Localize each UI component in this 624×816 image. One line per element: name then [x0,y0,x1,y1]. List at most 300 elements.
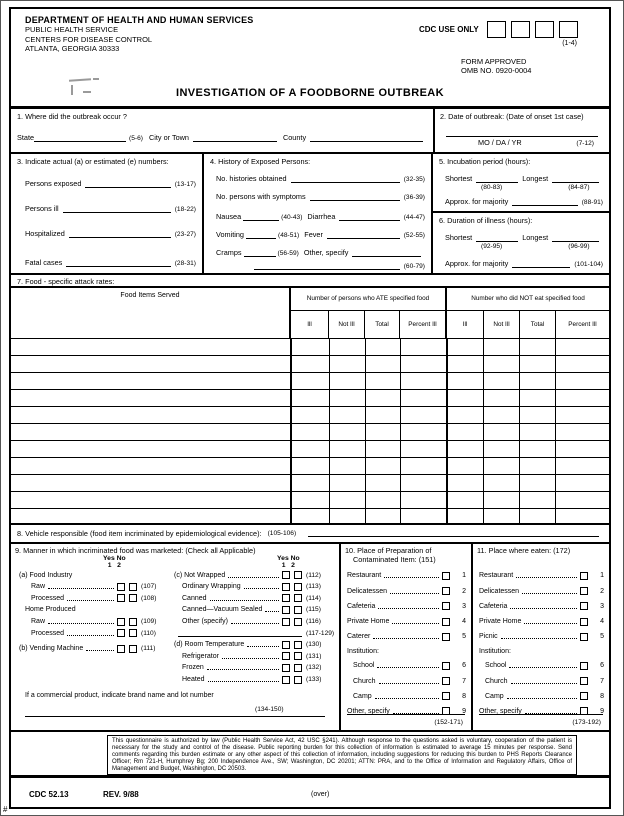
q5-shortest-field[interactable] [476,175,518,183]
table-row [11,389,609,406]
ordinary-wrapping-yes-checkbox[interactable] [282,583,290,591]
q5-majority-code: (88-91) [581,198,603,206]
home-processed-yes-checkbox[interactable] [117,629,125,637]
prep-camp-row [347,689,466,704]
prep-private-home-checkbox[interactable] [442,618,450,626]
not-not-ill-cell[interactable] [483,458,519,474]
food-item-cell[interactable] [11,492,290,508]
not-percent-cell[interactable] [555,424,609,440]
eaten-institution-header: Institution: [479,647,511,655]
table-row [11,355,609,372]
canned-yes-checkbox[interactable] [282,594,290,602]
cramps-field[interactable] [244,249,276,257]
persons-ill-code: (18-22) [174,205,196,213]
other-symptom-code: (60-79) [403,262,425,270]
prep-delicatessen-row [347,584,466,599]
q5-longest-field[interactable] [552,175,599,183]
other-specify-write-row [174,627,336,639]
prep-school-checkbox[interactable] [442,662,450,670]
frozen-yes-checkbox[interactable] [282,664,290,672]
canned-vacuum-no-checkbox[interactable] [294,606,302,614]
table-row [11,406,609,423]
eaten-church-num: 7 [600,677,604,685]
q8-label: 8. Vehicle responsible (food item incriminated by epidemiological evidence): [17,528,262,538]
canned-label: Canned [182,594,207,602]
prep-school-num: 6 [462,662,466,670]
heated-code: (133) [306,676,322,684]
leader [231,619,279,624]
cdc-code-box[interactable] [487,21,506,38]
persons-ill-label: Persons ill [25,203,59,213]
not-total-cell[interactable] [519,441,555,457]
ate-ill-cell[interactable] [290,356,329,372]
ate-total-cell[interactable] [365,407,400,423]
not-percent-cell[interactable] [555,475,609,491]
table-row [11,338,609,355]
food-item-cell[interactable] [11,373,290,389]
prep-caterer-label: Caterer [347,633,371,641]
prep-cafeteria-label: Cafeteria [347,602,376,610]
ordinary-wrapping-code: (113) [306,583,321,591]
not-wrapped-code: (112) [306,571,321,579]
other-specify-row [174,616,336,628]
not-ill-cell[interactable] [446,424,484,440]
not-not-ill-cell[interactable] [483,390,519,406]
not-not-ill-cell[interactable] [483,475,519,491]
prep-caterer-num: 5 [462,633,466,641]
ate-ill-cell[interactable] [290,424,329,440]
histories-obtained-field[interactable] [291,175,400,183]
eaten-camp-checkbox[interactable] [580,692,588,700]
other-symptom-field-2[interactable] [254,262,400,270]
eaten-picnic-label: Picnic [479,633,498,641]
attack-rate-table [11,286,609,525]
processed-yes-checkbox[interactable] [117,594,125,602]
eaten-picnic-row [479,629,604,644]
eaten-church-checkbox[interactable] [580,677,588,685]
not-percent-cell[interactable] [555,390,609,406]
prep-tail-code: (152-171) [434,719,463,727]
q3-label: 3. Indicate actual (a) or estimated (e) numbers: [17,156,169,166]
state-code: (5-6) [129,135,143,142]
not-percent-cell[interactable] [555,407,609,423]
not-total-cell[interactable] [519,424,555,440]
heated-no-checkbox[interactable] [294,676,302,684]
diarrhea-label: Diarrhea [307,211,336,221]
leader [207,665,279,670]
ate-not-ill-cell[interactable] [329,339,365,355]
ate-ill-cell[interactable] [290,373,329,389]
col-header-percent-ill: Percent Ill [555,310,609,338]
ate-not-ill-cell[interactable] [329,373,365,389]
prep-delicatessen-num: 2 [462,587,466,595]
agency-line: CENTERS FOR DISEASE CONTROL [25,34,153,44]
room-temp-yes-checkbox[interactable] [282,641,290,649]
q2-label: 2. Date of outbreak: (Date of onset 1st case) [440,112,584,121]
not-ill-cell[interactable] [446,407,484,423]
ate-total-cell[interactable] [365,441,400,457]
eaten-private-home-label: Private Home [479,618,522,626]
ate-total-cell[interactable] [365,458,400,474]
leader [67,631,114,636]
not-ill-cell[interactable] [446,441,484,457]
home-processed-code: (110) [141,629,156,637]
leader [265,607,279,612]
persons-ill-field[interactable] [63,205,171,213]
raw-label: Raw [31,583,46,591]
eaten-picnic-checkbox[interactable] [580,633,588,641]
not-percent-cell[interactable] [555,356,609,372]
heated-label: Heated [182,676,205,684]
vending-no-checkbox[interactable] [129,645,137,653]
section-10-place-of-preparation [341,544,473,730]
ate-not-ill-cell[interactable] [329,475,365,491]
ate-percent-cell[interactable] [400,441,446,457]
nausea-field[interactable] [243,213,279,221]
eaten-cafeteria-row [479,599,604,614]
q4-label: 4. History of Exposed Persons: [210,156,311,166]
not-wrapped-yes-checkbox[interactable] [282,571,290,579]
not-percent-cell[interactable] [555,458,609,474]
not-not-ill-cell[interactable] [483,424,519,440]
not-not-ill-cell[interactable] [483,492,519,508]
not-total-cell[interactable] [519,373,555,389]
ate-percent-cell[interactable] [400,356,446,372]
fatal-cases-field[interactable] [66,259,170,267]
leader [379,679,439,684]
ate-ill-cell[interactable] [290,475,329,491]
frozen-no-checkbox[interactable] [294,664,302,672]
q6-majority-field[interactable] [512,260,570,268]
vomiting-field[interactable] [246,231,276,239]
q7-label: 7. Food - specific attack rates: [17,276,115,286]
eaten-church-row [479,674,604,689]
refrigerator-label: Refrigerator [182,652,219,660]
food-item-cell[interactable] [11,441,290,457]
processed-no-checkbox[interactable] [129,594,137,602]
q6-longest-field[interactable] [552,234,599,242]
raw-no-checkbox[interactable] [129,583,137,591]
eaten-camp-num: 8 [600,692,604,700]
prep-camp-checkbox[interactable] [442,692,450,700]
prep-cafeteria-checkbox[interactable] [442,602,450,610]
eaten-restaurant-num: 1 [600,572,604,580]
other-specify-no-checkbox[interactable] [294,618,302,626]
q5-majority-field[interactable] [512,198,577,206]
eaten-tail-code: (173-192) [572,719,601,727]
ordinary-wrapping-row [174,581,336,593]
other-specify-field[interactable] [178,629,302,637]
ate-total-cell[interactable] [365,373,400,389]
refrigerator-no-checkbox[interactable] [294,652,302,660]
processed-label: Processed [31,594,65,602]
ate-ill-cell[interactable] [290,441,329,457]
vehicle-field[interactable] [308,529,599,537]
eaten-private-home-checkbox[interactable] [580,618,588,626]
food-item-cell[interactable] [11,458,290,474]
ate-total-cell[interactable] [365,475,400,491]
privacy-notice-row [11,730,609,775]
not-not-ill-cell[interactable] [483,407,519,423]
attack-rate-table-body [11,338,609,525]
not-not-ill-cell[interactable] [483,441,519,457]
ate-total-cell[interactable] [365,492,400,508]
not-ill-cell[interactable] [446,492,484,508]
raw-yes-checkbox[interactable] [117,583,125,591]
q5-label: 5. Incubation period (hours): [439,156,531,166]
eaten-cafeteria-checkbox[interactable] [580,602,588,610]
room-temp-no-checkbox[interactable] [294,641,302,649]
not-ill-cell[interactable] [446,373,484,389]
refrigerator-yes-checkbox[interactable] [282,652,290,660]
home-raw-no-checkbox[interactable] [129,618,137,626]
agency-name: DEPARTMENT OF HEALTH AND HUMAN SERVICES [25,15,254,25]
food-item-cell[interactable] [11,390,290,406]
cdc-code-box[interactable] [535,21,554,38]
eaten-school-checkbox[interactable] [580,662,588,670]
home-produced-header-row [19,604,171,616]
cramps-code: (56-59) [277,249,299,257]
ate-total-cell[interactable] [365,339,400,355]
prep-caterer-checkbox[interactable] [442,633,450,641]
q6-longest-code: (96-99) [568,242,590,250]
section-7-attack-rates [11,273,609,523]
other-specify-tail-code: (117-129) [306,629,335,637]
leader [525,709,577,714]
leader [510,604,577,609]
not-total-cell[interactable] [519,407,555,423]
not-ill-cell[interactable] [446,458,484,474]
county-field[interactable] [310,134,423,142]
not-percent-cell[interactable] [555,339,609,355]
raw-code: (107) [141,583,157,591]
leader [511,679,577,684]
brand-name-field[interactable] [25,716,325,717]
q6-shortest-label: Shortest [445,232,473,242]
ate-percent-cell[interactable] [400,407,446,423]
persons-symptoms-code: (36-39) [403,193,425,201]
prep-cafeteria-num: 3 [462,602,466,610]
fever-field[interactable] [327,231,400,239]
leader [384,573,439,578]
vending-machine-label: (b) Vending Machine [19,645,84,653]
canned-vacuum-code: (115) [306,606,321,614]
canned-no-checkbox[interactable] [294,594,302,602]
ate-total-cell[interactable] [365,424,400,440]
attack-rate-table-header [11,288,609,338]
prep-restaurant-checkbox[interactable] [442,572,450,580]
section-4-history-exposed [204,154,433,273]
q5-shortest-code: (80-83) [481,183,503,191]
table-row [11,491,609,508]
leader [48,619,114,624]
q9-yesno-header-c: Yes No 1 2 [277,555,300,570]
leader [228,573,279,578]
persons-exposed-field[interactable] [85,180,170,188]
not-ill-cell[interactable] [446,356,484,372]
persons-symptoms-field[interactable] [310,193,400,201]
ate-not-ill-cell[interactable] [329,424,365,440]
eaten-private-home-row [479,614,604,629]
ate-percent-cell[interactable] [400,373,446,389]
ate-not-ill-cell[interactable] [329,390,365,406]
state-field[interactable] [34,134,126,142]
other-symptom-label: Other, specify [303,247,349,257]
eaten-other-label: Other, specify [479,707,522,715]
cdc-use-only-boxes [487,21,578,38]
histories-obtained-code: (32-35) [403,175,425,183]
state-label: State [17,133,35,142]
persons-exposed-label: Persons exposed [25,178,82,188]
ate-percent-cell[interactable] [400,492,446,508]
ate-group-header: Number of persons who ATE specified food [289,288,445,310]
food-item-cell[interactable] [11,339,290,355]
prep-delicatessen-checkbox[interactable] [442,587,450,595]
not-total-cell[interactable] [519,492,555,508]
city-label: City or Town [148,133,189,142]
ate-percent-cell[interactable] [400,424,446,440]
not-total-cell[interactable] [519,458,555,474]
diarrhea-field[interactable] [339,213,399,221]
hospitalized-field[interactable] [69,230,171,238]
other-specify-yes-checkbox[interactable] [282,618,290,626]
prep-delicatessen-label: Delicatessen [347,587,388,595]
cdc-code-box[interactable] [511,21,530,38]
ate-ill-cell[interactable] [290,407,329,423]
not-not-ill-cell[interactable] [483,339,519,355]
ate-ill-cell[interactable] [290,458,329,474]
form-approved-line: FORM APPROVED [461,57,527,66]
col-header-total: Total [364,310,399,338]
not-not-ill-cell[interactable] [483,373,519,389]
ate-not-ill-cell[interactable] [329,407,365,423]
col-header-total: Total [519,310,555,338]
q9-label: 9. Manner in which incriminated food was marketed: (Check all Applicable) [15,546,256,556]
not-ate-group-header: Number who did NOT eat specified food [445,288,609,310]
food-item-cell[interactable] [11,356,290,372]
eaten-school-row [479,658,604,673]
not-total-cell[interactable] [519,356,555,372]
eaten-write-field[interactable] [479,714,603,715]
ate-total-cell[interactable] [365,356,400,372]
not-wrapped-no-checkbox[interactable] [294,571,302,579]
vending-yes-checkbox[interactable] [117,645,125,653]
not-total-cell[interactable] [519,475,555,491]
eaten-delicatessen-checkbox[interactable] [580,587,588,595]
section-6-duration [433,213,609,273]
leader [390,589,439,594]
ate-percent-cell[interactable] [400,390,446,406]
not-total-cell[interactable] [519,339,555,355]
eaten-church-label: Church [485,677,508,685]
home-produced-label: Home Produced [25,606,76,614]
not-ill-cell[interactable] [446,390,484,406]
eaten-restaurant-label: Restaurant [479,572,514,580]
leader [392,619,439,624]
heated-yes-checkbox[interactable] [282,676,290,684]
ate-not-ill-cell[interactable] [329,492,365,508]
prep-write-field[interactable] [347,714,465,715]
ate-not-ill-cell[interactable] [329,356,365,372]
not-not-ill-cell[interactable] [483,356,519,372]
not-percent-cell[interactable] [555,441,609,457]
leader [247,642,279,647]
leader [208,677,279,682]
home-processed-no-checkbox[interactable] [129,629,137,637]
date-field[interactable] [446,129,598,137]
not-total-cell[interactable] [519,390,555,406]
home-raw-yes-checkbox[interactable] [117,618,125,626]
city-field[interactable] [193,134,277,142]
leader [377,663,439,668]
fever-label: Fever [304,229,323,239]
ate-not-ill-cell[interactable] [329,458,365,474]
vomiting-label: Vomiting [216,229,244,239]
cdc-code-box[interactable] [559,21,578,38]
ate-not-ill-cell[interactable] [329,441,365,457]
ate-percent-cell[interactable] [400,339,446,355]
not-ill-cell[interactable] [446,475,484,491]
cdc-use-only-field-code: (1-4) [562,40,577,47]
food-item-cell[interactable] [11,407,290,423]
ate-percent-cell[interactable] [400,475,446,491]
home-processed-label: Processed [31,629,65,637]
ate-total-cell[interactable] [365,390,400,406]
refrigerator-code: (131) [306,652,322,660]
not-percent-cell[interactable] [555,492,609,508]
persons-symptoms-label: No. persons with symptoms [216,191,306,201]
form-approved-block [461,57,531,75]
form-outer-border [9,7,611,809]
q10-label-2: Contaminated Item: (151) [353,555,436,565]
canned-vacuum-row [174,604,336,616]
not-percent-cell[interactable] [555,373,609,389]
leader [244,584,279,589]
eaten-other-num: 9 [600,707,604,715]
q6-shortest-field[interactable] [476,234,518,242]
prep-private-home-label: Private Home [347,618,390,626]
eaten-camp-label: Camp [485,692,504,700]
ate-percent-cell[interactable] [400,458,446,474]
food-item-cell[interactable] [11,475,290,491]
prep-church-checkbox[interactable] [442,677,450,685]
q1-label: 1. Where did the outbreak occur ? [17,112,127,121]
ate-ill-cell[interactable] [290,339,329,355]
ordinary-wrapping-no-checkbox[interactable] [294,583,302,591]
col-header-percent-ill: Percent Ill [399,310,445,338]
table-row [11,440,609,457]
food-item-cell[interactable] [11,424,290,440]
leader [507,694,577,699]
ate-ill-cell[interactable] [290,390,329,406]
ate-ill-cell[interactable] [290,492,329,508]
agency-letterhead [25,15,253,54]
eaten-delicatessen-num: 2 [600,587,604,595]
omb-number: OMB NO. 0920-0004 [461,66,532,75]
food-items-column-header: Food Items Served [120,291,180,299]
scan-corner-mark: # [3,805,8,814]
not-ill-cell[interactable] [446,339,484,355]
eaten-restaurant-checkbox[interactable] [580,572,588,580]
other-symptom-field[interactable] [352,249,421,257]
eaten-school-label: School [485,662,507,670]
hospitalized-label: Hospitalized [25,228,65,238]
prep-school-label: School [353,662,375,670]
table-row [11,457,609,474]
canned-vacuum-yes-checkbox[interactable] [282,606,290,614]
leader [378,604,439,609]
leader [222,654,279,659]
